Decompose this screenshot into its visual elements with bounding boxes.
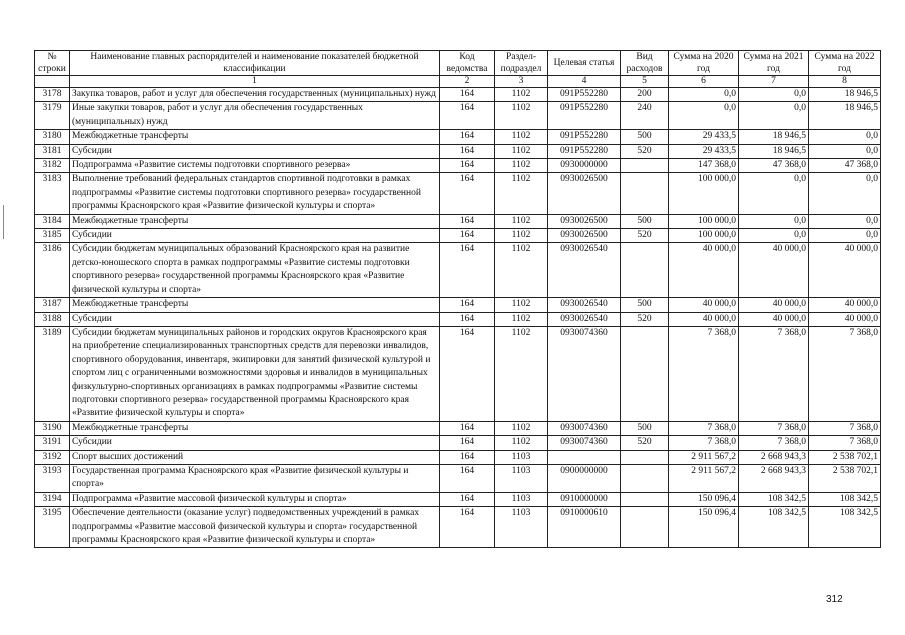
target-article <box>548 450 621 464</box>
department-code: 164 <box>440 214 495 228</box>
header-code: Код ведомства <box>440 51 495 76</box>
expense-kind: 500 <box>621 421 669 435</box>
column-number: 2 <box>440 76 495 88</box>
table-row <box>35 130 881 144</box>
table-row <box>35 421 881 435</box>
row-number: 3178 <box>35 88 70 102</box>
header-sum-2021: Сумма на 2021 год <box>739 51 809 76</box>
sum-2020: 150 096,4 <box>669 507 739 548</box>
row-number: 3194 <box>35 492 70 506</box>
column-number: 8 <box>809 76 881 88</box>
table-row <box>35 326 881 421</box>
target-article: 0930026540 <box>548 243 621 298</box>
sum-2022: 108 342,5 <box>809 507 881 548</box>
sum-2022: 47 368,0 <box>809 159 881 173</box>
sum-2021: 18 946,5 <box>739 144 809 158</box>
section-code: 1102 <box>495 421 548 435</box>
sum-2020: 100 000,0 <box>669 214 739 228</box>
expense-kind: 520 <box>621 144 669 158</box>
item-name: Субсидии бюджетам муниципальных районов и городских округов Красноярского края на приобретение специализированных транспортных средств для перевозки инвалидов, спортивного оборудования, инвентаря, экипировки для занятий физической культурой и спортом лиц с ограниченными возможностями здоровья и инвалидов в муниципальных физкультурно-спортивных организациях в рамках подпрограммы «Развитие системы подготовки спортивного резерва» государственной программы Красноярского края «Развитие физической культуры и спорта» <box>70 326 440 421</box>
target-article: 0910000610 <box>548 507 621 548</box>
table-row <box>35 214 881 228</box>
expense-kind <box>621 326 669 421</box>
department-code: 164 <box>440 450 495 464</box>
table-row <box>35 464 881 492</box>
item-name: Государственная программа Красноярского края «Развитие физической культуры и спорта» <box>70 464 440 492</box>
sum-2021: 0,0 <box>739 173 809 214</box>
column-number: 1 <box>70 76 440 88</box>
sum-2021: 108 342,5 <box>739 507 809 548</box>
column-number: 5 <box>621 76 669 88</box>
sum-2020: 2 911 567,2 <box>669 464 739 492</box>
sum-2021: 0,0 <box>739 88 809 102</box>
sum-2020: 0,0 <box>669 102 739 130</box>
section-code: 1102 <box>495 214 548 228</box>
expense-kind: 200 <box>621 88 669 102</box>
section-code: 1102 <box>495 144 548 158</box>
expense-kind <box>621 507 669 548</box>
column-number: 7 <box>739 76 809 88</box>
department-code: 164 <box>440 88 495 102</box>
sum-2021: 108 342,5 <box>739 492 809 506</box>
row-number: 3184 <box>35 214 70 228</box>
sum-2021: 40 000,0 <box>739 298 809 312</box>
sum-2021: 7 368,0 <box>739 421 809 435</box>
department-code: 164 <box>440 507 495 548</box>
department-code: 164 <box>440 326 495 421</box>
table-row <box>35 492 881 506</box>
expense-kind: 520 <box>621 436 669 450</box>
column-number: 6 <box>669 76 739 88</box>
item-name: Субсидии бюджетам муниципальных образований Красноярского края на развитие детско-юношеского спорта в рамках подпрограммы «Развитие системы подготовки спортивного резерва» государственной программы Красноярского края «Развитие физической культуры и спорта» <box>70 243 440 298</box>
target-article: 091P552280 <box>548 130 621 144</box>
row-number: 3181 <box>35 144 70 158</box>
section-code: 1102 <box>495 229 548 243</box>
item-name: Межбюджетные трансферты <box>70 298 440 312</box>
expense-kind <box>621 243 669 298</box>
sum-2022: 2 538 702,1 <box>809 450 881 464</box>
sum-2020: 0,0 <box>669 88 739 102</box>
table-row <box>35 507 881 548</box>
department-code: 164 <box>440 229 495 243</box>
department-code: 164 <box>440 130 495 144</box>
budget-table <box>34 50 881 548</box>
expense-kind: 500 <box>621 130 669 144</box>
department-code: 164 <box>440 243 495 298</box>
column-number <box>35 76 70 88</box>
sum-2020: 29 433,5 <box>669 130 739 144</box>
target-article: 091P552280 <box>548 144 621 158</box>
sum-2021: 0,0 <box>739 214 809 228</box>
item-name: Субсидии <box>70 144 440 158</box>
table-row <box>35 229 881 243</box>
item-name: Выполнение требований федеральных стандартов спортивной подготовки в рамках подпрограммы «Развитие системы подготовки спортивного резерва» государственной программы Красноярского края «Развитие физической культуры и спорта» <box>70 173 440 214</box>
department-code: 164 <box>440 492 495 506</box>
header-section: Раздел-подраздел <box>495 51 548 76</box>
sum-2021: 0,0 <box>739 229 809 243</box>
table-row <box>35 144 881 158</box>
expense-kind: 500 <box>621 298 669 312</box>
expense-kind <box>621 464 669 492</box>
target-article: 0930026540 <box>548 312 621 326</box>
section-code: 1102 <box>495 312 548 326</box>
sum-2020: 29 433,5 <box>669 144 739 158</box>
table-row <box>35 159 881 173</box>
sum-2022: 108 342,5 <box>809 492 881 506</box>
sum-2022: 18 946,5 <box>809 102 881 130</box>
department-code: 164 <box>440 159 495 173</box>
section-code: 1103 <box>495 507 548 548</box>
sum-2022: 7 368,0 <box>809 436 881 450</box>
row-number: 3179 <box>35 102 70 130</box>
sum-2022: 0,0 <box>809 130 881 144</box>
sum-2021: 7 368,0 <box>739 326 809 421</box>
item-name: Спорт высших достижений <box>70 450 440 464</box>
column-number-row <box>35 76 881 88</box>
sum-2020: 100 000,0 <box>669 229 739 243</box>
target-article: 0930026500 <box>548 229 621 243</box>
target-article: 0930026540 <box>548 298 621 312</box>
header-sum-2022: Сумма на 2022 год <box>809 51 881 76</box>
row-number: 3195 <box>35 507 70 548</box>
row-number: 3180 <box>35 130 70 144</box>
department-code: 164 <box>440 312 495 326</box>
table-row <box>35 173 881 214</box>
table-row <box>35 243 881 298</box>
item-name: Закупка товаров, работ и услуг для обеспечения государственных (муниципальных) нужд <box>70 88 440 102</box>
section-code: 1102 <box>495 298 548 312</box>
sum-2020: 40 000,0 <box>669 298 739 312</box>
column-number: 3 <box>495 76 548 88</box>
expense-kind <box>621 159 669 173</box>
row-number: 3185 <box>35 229 70 243</box>
target-article: 091P552280 <box>548 88 621 102</box>
target-article: 0930000000 <box>548 159 621 173</box>
section-code: 1102 <box>495 243 548 298</box>
row-number: 3190 <box>35 421 70 435</box>
item-name: Субсидии <box>70 229 440 243</box>
page-number: 312 <box>826 594 843 605</box>
department-code: 164 <box>440 464 495 492</box>
sum-2022: 40 000,0 <box>809 298 881 312</box>
scan-edge-mark <box>3 205 4 239</box>
section-code: 1102 <box>495 88 548 102</box>
item-name: Межбюджетные трансферты <box>70 421 440 435</box>
sum-2021: 7 368,0 <box>739 436 809 450</box>
sum-2021: 40 000,0 <box>739 243 809 298</box>
target-article: 0930026500 <box>548 214 621 228</box>
sum-2021: 0,0 <box>739 102 809 130</box>
sum-2021: 2 668 943,3 <box>739 450 809 464</box>
expense-kind: 520 <box>621 312 669 326</box>
department-code: 164 <box>440 298 495 312</box>
sum-2020: 7 368,0 <box>669 436 739 450</box>
sum-2022: 0,0 <box>809 173 881 214</box>
section-code: 1102 <box>495 436 548 450</box>
sum-2021: 47 368,0 <box>739 159 809 173</box>
row-number: 3186 <box>35 243 70 298</box>
row-number: 3187 <box>35 298 70 312</box>
item-name: Иные закупки товаров, работ и услуг для обеспечения государственных (муниципальных) нужд <box>70 102 440 130</box>
sum-2022: 7 368,0 <box>809 326 881 421</box>
sum-2022: 40 000,0 <box>809 312 881 326</box>
row-number: 3191 <box>35 436 70 450</box>
target-article: 0910000000 <box>548 492 621 506</box>
expense-kind: 240 <box>621 102 669 130</box>
sum-2021: 2 668 943,3 <box>739 464 809 492</box>
header-sum-2020: Сумма на 2020 год <box>669 51 739 76</box>
sum-2020: 147 368,0 <box>669 159 739 173</box>
sum-2020: 2 911 567,2 <box>669 450 739 464</box>
table-row <box>35 298 881 312</box>
item-name: Подпрограмма «Развитие системы подготовки спортивного резерва» <box>70 159 440 173</box>
sum-2021: 40 000,0 <box>739 312 809 326</box>
target-article: 0930074360 <box>548 326 621 421</box>
table-body <box>35 88 881 548</box>
expense-kind <box>621 173 669 214</box>
table-row <box>35 312 881 326</box>
header-kind: Вид расходов <box>621 51 669 76</box>
column-number: 4 <box>548 76 621 88</box>
section-code: 1102 <box>495 159 548 173</box>
item-name: Межбюджетные трансферты <box>70 130 440 144</box>
item-name: Субсидии <box>70 312 440 326</box>
header-no: № строки <box>35 51 70 76</box>
department-code: 164 <box>440 102 495 130</box>
department-code: 164 <box>440 421 495 435</box>
section-code: 1103 <box>495 492 548 506</box>
section-code: 1102 <box>495 130 548 144</box>
department-code: 164 <box>440 144 495 158</box>
target-article: 0930026500 <box>548 173 621 214</box>
row-number: 3188 <box>35 312 70 326</box>
expense-kind: 520 <box>621 229 669 243</box>
target-article: 091P552280 <box>548 102 621 130</box>
sum-2022: 0,0 <box>809 229 881 243</box>
expense-kind: 500 <box>621 214 669 228</box>
expense-kind <box>621 450 669 464</box>
section-code: 1103 <box>495 464 548 492</box>
sum-2022: 0,0 <box>809 214 881 228</box>
sum-2021: 18 946,5 <box>739 130 809 144</box>
section-code: 1102 <box>495 173 548 214</box>
sum-2020: 7 368,0 <box>669 421 739 435</box>
section-code: 1103 <box>495 450 548 464</box>
target-article: 0930074360 <box>548 421 621 435</box>
sum-2022: 0,0 <box>809 144 881 158</box>
sum-2020: 40 000,0 <box>669 312 739 326</box>
row-number: 3189 <box>35 326 70 421</box>
table-row <box>35 436 881 450</box>
sum-2022: 2 538 702,1 <box>809 464 881 492</box>
sum-2022: 18 946,5 <box>809 88 881 102</box>
section-code: 1102 <box>495 326 548 421</box>
item-name: Обеспечение деятельности (оказание услуг) подведомственных учреждений в рамках подпрограммы «Развитие массовой физической культуры и спорта» государственной программы Красноярского края «Развитие физической культуры и спорта» <box>70 507 440 548</box>
sum-2022: 40 000,0 <box>809 243 881 298</box>
sum-2022: 7 368,0 <box>809 421 881 435</box>
row-number: 3182 <box>35 159 70 173</box>
item-name: Субсидии <box>70 436 440 450</box>
sum-2020: 150 096,4 <box>669 492 739 506</box>
table-row <box>35 88 881 102</box>
expense-kind <box>621 492 669 506</box>
sum-2020: 7 368,0 <box>669 326 739 421</box>
section-code: 1102 <box>495 102 548 130</box>
header-name: Наименование главных распорядителей и наименование показателей бюджетной классификации <box>70 51 440 76</box>
row-number: 3193 <box>35 464 70 492</box>
sum-2020: 40 000,0 <box>669 243 739 298</box>
sum-2020: 100 000,0 <box>669 173 739 214</box>
header-row <box>35 51 881 76</box>
item-name: Межбюджетные трансферты <box>70 214 440 228</box>
department-code: 164 <box>440 173 495 214</box>
row-number: 3183 <box>35 173 70 214</box>
table-row <box>35 450 881 464</box>
header-article: Целевая статья <box>548 51 621 76</box>
target-article: 0900000000 <box>548 464 621 492</box>
table-row <box>35 102 881 130</box>
row-number: 3192 <box>35 450 70 464</box>
department-code: 164 <box>440 436 495 450</box>
target-article: 0930074360 <box>548 436 621 450</box>
item-name: Подпрограмма «Развитие массовой физической культуры и спорта» <box>70 492 440 506</box>
